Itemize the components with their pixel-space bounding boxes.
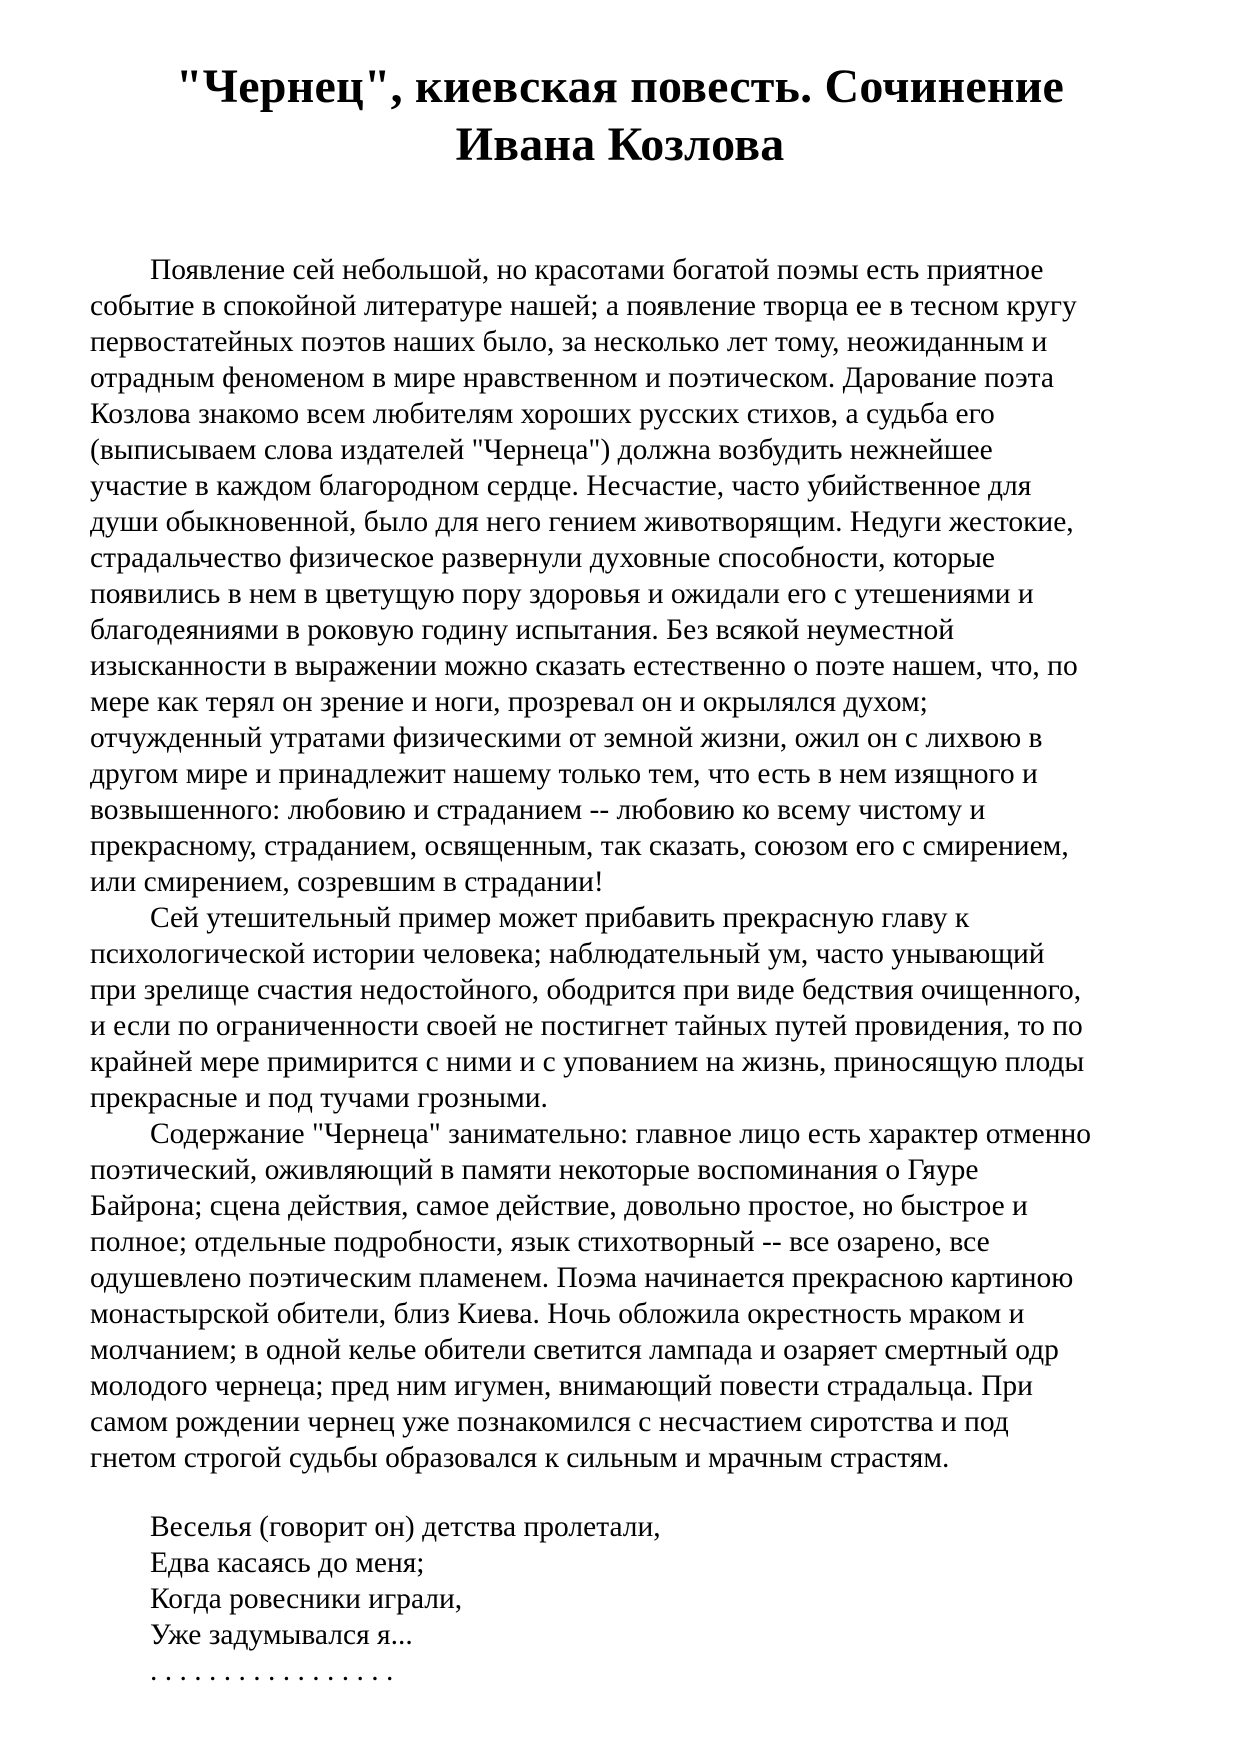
text-line: при зрелище счастия недостойного, ободрится при виде бедствия очищенного, [90, 974, 1082, 1006]
verse-line: Уже задумывался я... [150, 1619, 413, 1651]
text-line: крайней мере примирится с ними и с упованием на жизнь, приносящую плоды [90, 1046, 1085, 1078]
paragraph-3 [90, 1116, 1170, 1476]
text-line: поэтический, оживляющий в памяти некоторые воспоминания о Гяуре [90, 1154, 979, 1186]
text-line: души обыкновенной, было для него гением животворящим. Недуги жестокие, [90, 506, 1074, 538]
text-line: (выписываем слова издателей "Чернеца") должна возбудить нежнейшее [90, 434, 993, 466]
verse-line: Едва касаясь до меня; [150, 1547, 425, 1579]
text-line: прекрасные и под тучами грозными. [90, 1082, 548, 1114]
text-line: мере как терял он зрение и ноги, прозревал он и окрылялся духом; [90, 686, 928, 718]
text-line: первостатейных поэтов наших было, за несколько лет тому, неожиданным и [90, 326, 1048, 358]
text-line: одушевлено поэтическим пламенем. Поэма начинается прекрасною картиною [90, 1262, 1074, 1294]
text-line: гнетом строгой судьбы образовался к сильным и мрачным страстям. [90, 1442, 950, 1474]
text-line: страдальчество физическое развернули духовные способности, которые [90, 542, 995, 574]
text-line: появились в нем в цветущую пору здоровья и ожидали его с утешениями и [90, 578, 1034, 610]
text-line: полное; отдельные подробности, язык стихотворный -- все озарено, все [90, 1226, 990, 1258]
text-line: отрадным феноменом в мире нравственном и поэтическом. Дарование поэта [90, 362, 1054, 394]
text-line: событие в спокойной литературе нашей; а появление творца ее в тесном кругу [90, 290, 1077, 322]
text-line: участие в каждом благородном сердце. Несчастие, часто убийственное для [90, 470, 1032, 502]
text-line: молодого чернеца; пред ним игумен, внимающий повести страдальца. При [90, 1370, 1033, 1402]
text-line: Содержание "Чернеца" занимательно: главное лицо есть характер отменно [150, 1118, 1092, 1150]
text-line: монастырской обители, близ Киева. Ночь обложила окрестность мраком и [90, 1298, 1025, 1330]
text-line: изысканности в выражении можно сказать естественно о поэте нашем, что, по [90, 650, 1078, 682]
text-line: или смирением, созревшим в страдании! [90, 866, 604, 898]
article-body [90, 252, 1170, 1476]
document-title [100, 58, 1140, 174]
text-line: Сей утешительный пример может прибавить прекрасную главу к [150, 902, 970, 934]
title-line: "Чернец", киевская повесть. Сочинение [175, 60, 1065, 113]
text-line: Козлова знакомо всем любителям хороших русских стихов, а судьба его [90, 398, 995, 430]
text-line: благодеяниями в роковую годину испытания. Без всякой неуместной [90, 614, 955, 646]
title-line: Ивана Козлова [455, 118, 785, 171]
verse-line: Когда ровесники играли, [150, 1583, 463, 1615]
text-line: молчанием; в одной келье обители светится лампада и озаряет смертный одр [90, 1334, 1059, 1366]
text-line: возвышенного: любовию и страданием -- любовию ко всему чистому и [90, 794, 986, 826]
text-line: психологической истории человека; наблюдательный ум, часто унывающий [90, 938, 1045, 970]
text-line: другом мире и принадлежит нашему только тем, что есть в нем изящного и [90, 758, 1038, 790]
verse-quote [150, 1509, 661, 1689]
paragraph-2 [90, 900, 1170, 1116]
text-line: отчужденный утратами физическими от земной жизни, ожил он с лихвою в [90, 722, 1043, 754]
verse-ellipsis: . . . . . . . . . . . . . . . . . [150, 1655, 394, 1687]
verse-line: Веселья (говорит он) детства пролетали, [150, 1511, 661, 1543]
text-line: и если по ограниченности своей не постигнет тайных путей провидения, то по [90, 1010, 1083, 1042]
text-line: прекрасному, страданием, освященным, так сказать, союзом его с смирением, [90, 830, 1069, 862]
text-line: Появление сей небольшой, но красотами богатой поэмы есть приятное [150, 254, 1044, 286]
text-line: Байрона; сцена действия, самое действие, довольно простое, но быстрое и [90, 1190, 1028, 1222]
paragraph-1 [90, 252, 1170, 900]
text-line: самом рождении чернец уже познакомился с несчастием сиротства и под [90, 1406, 1009, 1438]
